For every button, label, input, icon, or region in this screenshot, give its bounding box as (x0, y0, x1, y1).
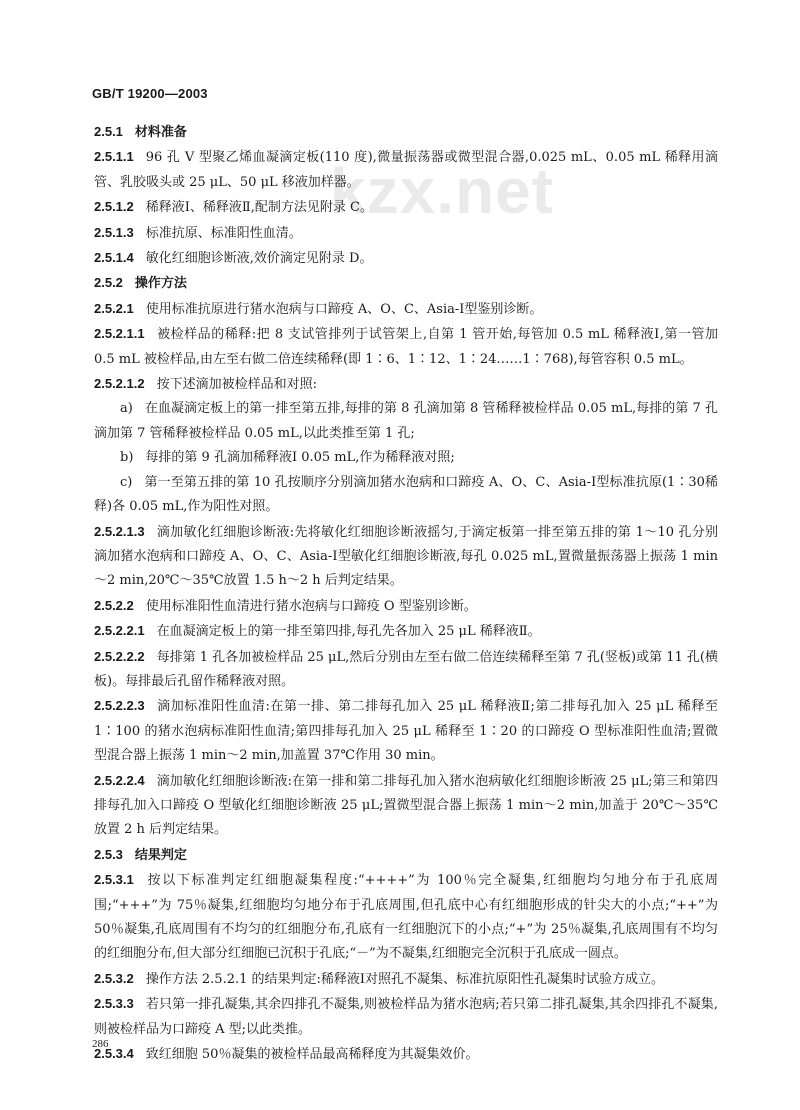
paragraph (94, 694, 718, 768)
clause-text: 标准抗原、标准阳性血清。 (145, 225, 302, 241)
paragraph (94, 221, 718, 246)
section-heading: 操作方法 (134, 276, 187, 292)
clause-number: a) (120, 401, 133, 417)
clause-text: 滴加标准阳性血清:在第一排、第二排每孔加入 25 μL 稀释液Ⅱ;第二排每孔加入 25 μL 稀释至 1∶100 的猪水泡病标准阳性血清;第四排每孔加入 25 μL 稀释至 1∶20 的口蹄疫 O 型标准阳性血清;置微型混合器上振荡 1 min～2 min,加盖置 37℃作用 30 min。 (94, 699, 718, 764)
paragraph (94, 594, 718, 619)
clause-number: 2.5.2.1.2 (94, 376, 145, 392)
clause-number: 2.5.1.4 (94, 250, 134, 266)
paragraph (94, 446, 718, 470)
clause-number: 2.5.2.1.1 (94, 326, 145, 342)
clause-number: 2.5.3.3 (94, 996, 134, 1012)
clause-text: 在血凝滴定板上的第一排至第四排,每孔先各加入 25 μL 稀释液Ⅱ。 (156, 624, 541, 640)
section-heading: 结果判定 (134, 847, 187, 863)
clause-number: 2.5.2.1.3 (94, 523, 145, 539)
paragraph (94, 471, 718, 520)
paragraph (94, 397, 718, 446)
paragraph (94, 967, 718, 992)
clause-text: 稀释液Ⅰ、稀释液Ⅱ,配制方法见附录 C。 (145, 200, 373, 216)
clause-text: 按以下标准判定红细胞凝集程度:“++++”为 100％完全凝集,红细胞均匀地分布于孔底周围;“+++”为 75％凝集,红细胞均匀地分布于孔底周围,但孔底中心有红细胞形成的针尖大的小点;“++”为 50％凝集,孔底周围有不均匀的红细胞分布,孔底有一红细胞沉下的小点;“+”为 25％凝集,孔底周围有不均匀的红细胞分布,但大部分红细胞已沉积于孔底;“－”为不凝集,红细胞完全沉积于孔底成一圆点。 (94, 873, 718, 962)
clause-text: 被检样品的稀释:把 8 支试管排列于试管架上,自第 1 管开始,每管加 0.5 mL 稀释液Ⅰ,第一管加 0.5 mL 被检样品,由左至右做二倍连续稀释(即 1∶6、1∶12、1∶24……1∶768),每管容积 0.5 mL。 (94, 327, 718, 367)
clause-text: 在血凝滴定板上的第一排至第五排,每排的第 8 孔滴加第 8 管稀释被检样品 0.05 mL,每排的第 7 孔滴加第 7 管稀释被检样品 0.05 mL,以此类推至第 1 孔; (94, 401, 718, 441)
paragraph (94, 1042, 718, 1067)
paragraph (94, 843, 718, 868)
clause-number: 2.5.3.1 (94, 872, 134, 888)
clause-number: 2.5.1 (94, 124, 123, 139)
clause-number: 2.5.2.2.1 (94, 623, 145, 639)
clause-number: 2.5.1.2 (94, 199, 134, 215)
clause-text: 若只第一排孔凝集,其余四排孔不凝集,则被检样品为猪水泡病;若只第二排孔凝集,其余四排孔不凝集,则被检样品为口蹄疫 A 型;以此类推。 (94, 997, 718, 1037)
paragraph (94, 520, 718, 594)
paragraph (94, 868, 718, 967)
section-heading: 材料准备 (134, 125, 187, 140)
paragraph (94, 145, 718, 195)
clause-text: 第一至第五排的第 10 孔按顺序分别滴加猪水泡病和口蹄疫 A、O、C、Asia-Ⅰ型标准抗原(1∶30稀释)各 0.05 mL,作为阳性对照。 (94, 474, 719, 515)
clause-number: 2.5.2.2 (94, 597, 134, 613)
clause-number: b) (120, 450, 134, 466)
document-body (94, 120, 718, 1067)
paragraph (94, 372, 718, 397)
clause-number: 2.5.2.2.4 (94, 772, 145, 788)
clause-text: 使用标准抗原进行猪水泡病与口蹄疫 A、O、C、Asia-Ⅰ型鉴别诊断。 (145, 301, 543, 317)
clause-number: c) (120, 474, 133, 490)
clause-number: 2.5.2.2.3 (94, 698, 145, 714)
clause-number: 2.5.1.3 (94, 224, 134, 240)
paragraph (94, 271, 718, 296)
clause-number: 2.5.2.2.2 (94, 648, 145, 664)
clause-number: 2.5.3.2 (94, 970, 134, 986)
paragraph (94, 645, 718, 695)
paragraph (94, 246, 718, 271)
clause-text: 每排第 1 孔各加被检样品 25 μL,然后分别由左至右做二倍连续稀释至第 7 孔(竖板)或第 11 孔(横板)。每排最后孔留作稀释液对照。 (94, 649, 718, 689)
paragraph (94, 619, 718, 644)
standard-number: GB/T 19200—2003 (92, 86, 208, 101)
paragraph (94, 120, 718, 145)
clause-text: 使用标准阳性血清进行猪水泡病与口蹄疫 O 型鉴别诊断。 (145, 598, 477, 614)
clause-text: 致红细胞 50％凝集的被检样品最高稀释度为其凝集效价。 (145, 1047, 479, 1063)
clause-number: 2.5.2 (94, 275, 123, 291)
clause-number: 2.5.1.1 (94, 149, 134, 165)
clause-text: 滴加敏化红细胞诊断液:在第一排和第二排每孔加入猪水泡病敏化红细胞诊断液 25 μL;第三和第四排每孔加入口蹄疫 O 型敏化红细胞诊断液 25 μL;置微型混合器上振荡 1 min～2 min,加盖于 20℃～35℃放置 2 h 后判定结果。 (94, 773, 718, 838)
paragraph (94, 769, 718, 843)
clause-number: 2.5.3.4 (94, 1046, 134, 1062)
clause-text: 按下述滴加被检样品和对照: (156, 377, 317, 393)
page-number: 286 (92, 1038, 109, 1050)
clause-number: 2.5.2.1 (94, 300, 134, 316)
paragraph (94, 992, 718, 1042)
watermark: kzx.net (330, 155, 554, 227)
clause-text: 滴加敏化红细胞诊断液:先将敏化红细胞诊断液摇匀,于滴定板第一排至第五排的第 1～10 孔分别滴加猪水泡病和口蹄疫 A、O、C、Asia-Ⅰ型敏化红细胞诊断液,每孔 0.025 mL,置微量振荡器上振荡 1 min～2 min,20℃～35℃放置 1.5 h～2 h 后判定结果。 (94, 524, 718, 589)
paragraph (94, 195, 718, 220)
clause-text: 每排的第 9 孔滴加稀释液Ⅰ 0.05 mL,作为稀释液对照; (145, 450, 455, 466)
paragraph (94, 297, 718, 322)
clause-number: 2.5.3 (94, 846, 123, 862)
clause-text: 操作方法 2.5.2.1 的结果判定:稀释液Ⅰ对照孔不凝集、标准抗原阳性孔凝集时试验方成立。 (145, 971, 665, 987)
clause-text: 敏化红细胞诊断液,效价滴定见附录 D。 (145, 251, 373, 267)
paragraph (94, 322, 718, 372)
clause-text: 96 孔 V 型聚乙烯血凝滴定板(110 度),微量振荡器或微型混合器,0.025 mL、0.05 mL 稀释用滴管、乳胶吸头或 25 μL、50 μL 移液加样器。 (94, 150, 718, 190)
